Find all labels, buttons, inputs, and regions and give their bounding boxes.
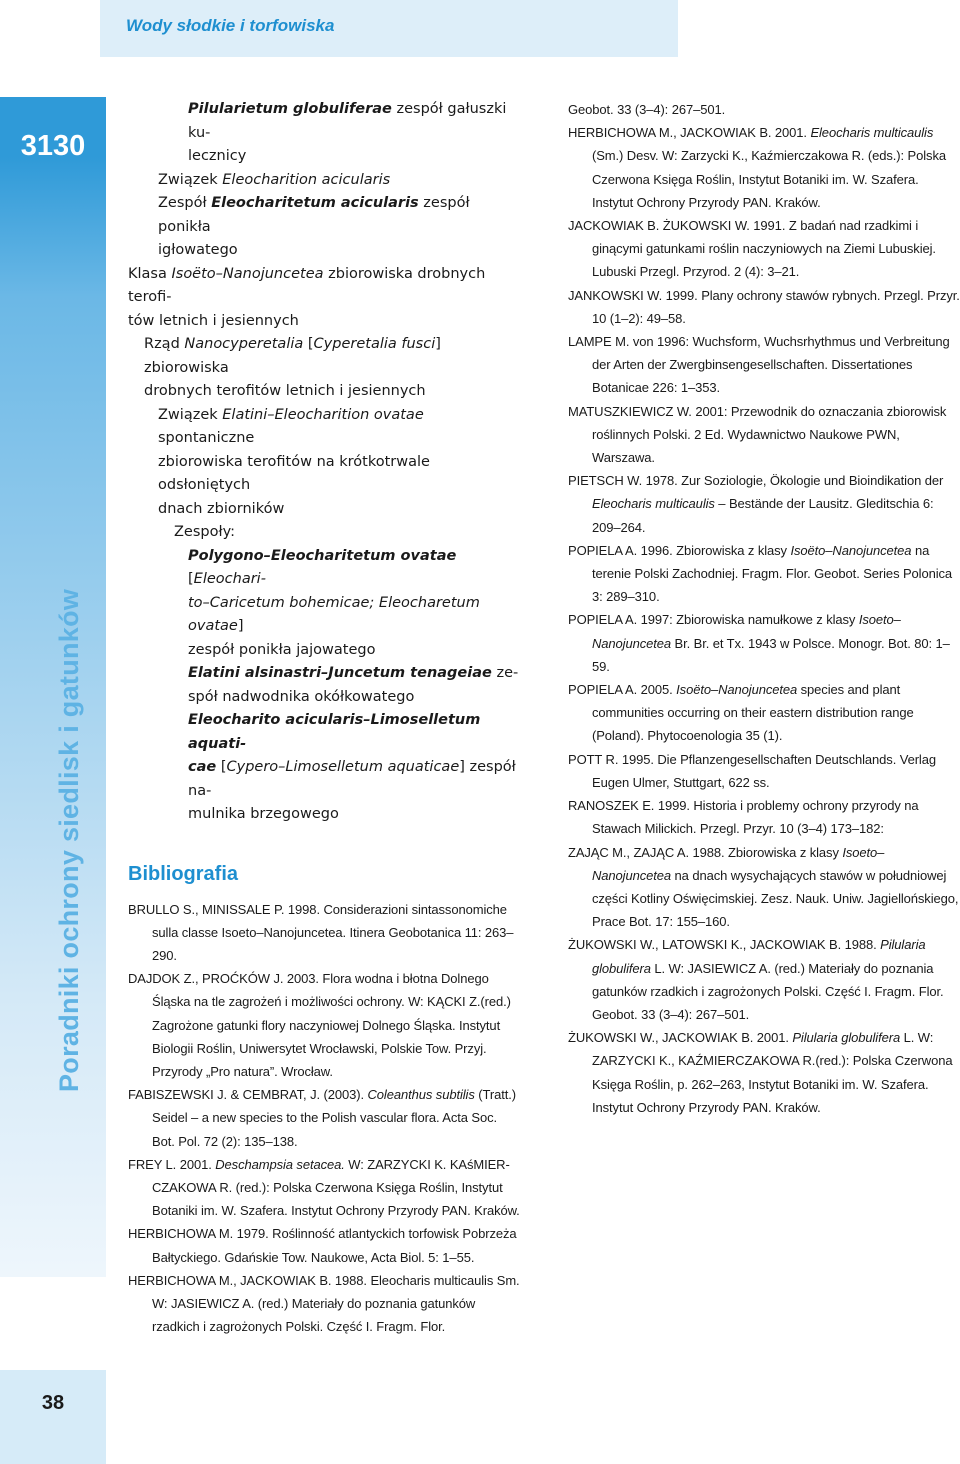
text-segment: Eleochari- <box>193 571 266 587</box>
text-segment: W: ZARZYCKI K. KAśMIER-CZAKOWA R. (red.): Polska Czerwona Księga Roślin, Instytut Botaniki im. W. Szafera. Instytut Ochrony Przyrody PAN. Kraków. <box>152 1156 520 1219</box>
text-segment: ZAJĄC M., ZAJĄC A. 1988. Zbiorowiska z klasy <box>568 844 843 860</box>
reference-entry <box>568 98 960 121</box>
syntaxon-line <box>128 803 520 827</box>
text-segment: POTT R. 1995. Die Pflanzengesellschaften Deutschlands. Verlag Eugen Ulmer, Stuttgart, 622 ss. <box>568 751 936 790</box>
text-segment: Isoëto–Nanojuncetea <box>171 265 324 282</box>
syntaxon-line <box>128 756 520 803</box>
syntaxon-line <box>128 98 520 145</box>
page-number: 38 <box>41 1392 65 1414</box>
text-segment: Deschampsia setacea. <box>215 1156 345 1172</box>
syntaxon-line <box>128 310 520 334</box>
text-segment: zespół gałuszki ku- <box>188 101 507 141</box>
reference-entry <box>568 284 960 330</box>
text-segment: ] zespół na- <box>188 759 516 799</box>
text-segment: Eleocharition acicularis <box>222 171 391 188</box>
text-segment: Coleanthus subtilis <box>367 1087 475 1103</box>
reference-entry <box>568 933 960 1026</box>
text-segment: Zespół <box>158 195 212 211</box>
syntaxon-line <box>128 662 520 686</box>
text-segment: ze- <box>491 665 519 681</box>
reference-entry <box>128 967 520 1083</box>
text-segment: [ <box>216 759 227 775</box>
syntaxon-line <box>128 709 520 756</box>
text-segment: drobnych terofitów letnich i jesiennych <box>144 383 426 399</box>
syntaxon-line <box>128 192 520 239</box>
syntaxon-line <box>128 592 520 639</box>
text-segment: Br. Br. et Tx. 1943 w Polsce. Monogr. Bot. 80: 1–59. <box>592 635 950 674</box>
text-segment: Zespoły: <box>174 524 236 540</box>
reference-entry <box>568 1026 960 1119</box>
text-segment: spół nadwodnika okółkowatego <box>188 688 415 705</box>
reference-entry <box>568 678 960 748</box>
bibliography-heading: Bibliografia <box>128 862 239 885</box>
text-segment: Związek <box>158 171 223 188</box>
text-segment: Eleocharis multicaulis <box>592 496 715 512</box>
syntaxonomy-list <box>128 98 520 827</box>
sidebar-band <box>0 97 106 1277</box>
text-segment: (Tratt.) Seidel – a new species to the Polish vascular flora. Acta Soc. Bot. Pol. 72 (2): 135–138. <box>152 1087 516 1149</box>
reference-entry <box>568 794 960 840</box>
reference-entry <box>568 841 960 934</box>
text-segment: ] <box>237 618 244 634</box>
text-segment: JACKOWIAK B. ŻUKOWSKI W. 1991. Z badań nad rzadkimi i ginącymi gatunkami roślin naczyniowych na Ziemi Lubuskiej. Lubuski Przegl. Przyrod. 2 (4): 3–21. <box>568 218 936 280</box>
text-segment: L. W: ZARZYCKI K., KAŹMIERCZAKOWA R.(red.): Polska Czerwona Księga Roślin, p. 262–263, Instytut Botaniki im. W. Szafera. Instytut Ochrony Przyrody PAN. Kraków. <box>592 1030 953 1115</box>
text-segment: Pilularia globulifera <box>592 937 926 976</box>
section-number: 3130 <box>20 130 86 162</box>
text-segment: Isoëto–Nanojuncetea <box>676 682 798 698</box>
page-number-box <box>0 1370 106 1464</box>
text-segment: JANKOWSKI W. 1999. Plany ochrony stawów rybnych. Przegl. Przyr. 10 (1–2): 49–58. <box>568 287 960 326</box>
text-segment: igłowatego <box>158 242 238 258</box>
text-segment: cae <box>188 759 217 775</box>
reference-entry <box>568 469 960 539</box>
text-segment: Pilularia globulifera <box>792 1030 901 1046</box>
series-title: Poradniki ochrony siedlisk i gatunków <box>54 588 84 1092</box>
text-segment: tów letnich i jesiennych <box>128 312 299 329</box>
text-segment: spontaniczne <box>158 430 255 446</box>
text-segment: Związek <box>158 406 223 423</box>
text-segment: HERBICHOWA M., JACKOWIAK B. 1988. Eleocharis multicaulis Sm. W: JASIEWICZ A. (red.) Materiały do poznania gatunków rzadkich i zagrożonych Polski. Część I. Fragm. Flor. <box>128 1272 520 1335</box>
text-segment: na dnach wysychających stawów w południowej części Kotliny Oświęcimskiej. Zesz. Nauk. Uniw. Jagiellońskiego, Prace Bot. 17: 155–160. <box>592 867 959 930</box>
syntaxon-line <box>128 263 520 310</box>
right-column <box>568 98 960 1119</box>
text-segment: zespół ponikła jajowatego <box>188 641 376 658</box>
text-segment: dnach zbiorników <box>158 500 285 517</box>
text-segment: zespół ponikła <box>158 195 470 235</box>
text-segment: Elatini alsinastri–Juncetum tenageiae <box>188 665 492 681</box>
reference-entry <box>128 1269 520 1339</box>
reference-entry <box>568 608 960 678</box>
text-segment: Polygono–Eleocharitetum ovatae <box>188 547 457 564</box>
reference-entry <box>568 748 960 794</box>
text-segment: ŻUKOWSKI W., LATOWSKI K., JACKOWIAK B. 1988. <box>568 937 881 953</box>
syntaxon-line <box>128 451 520 498</box>
text-segment: BRULLO S., MINISSALE P. 1998. Considerazioni sintassonomiche sulla classe Isoeto–Nanojuncetea. Itinera Geobotanica 11: 263–290. <box>128 901 514 963</box>
reference-entry <box>568 214 960 284</box>
reference-entry <box>128 1222 520 1268</box>
text-segment: Pilularietum globuliferae <box>188 101 392 117</box>
text-segment: [ <box>188 571 194 587</box>
text-segment: ŻUKOWSKI W., JACKOWIAK B. 2001. <box>568 1030 793 1046</box>
text-segment: Rząd <box>144 336 185 352</box>
text-segment: FABISZEWSKI J. & CEMBRAT, J. (2003). <box>128 1087 368 1103</box>
syntaxon-line <box>128 686 520 710</box>
header-title: Wody słodkie i torfowiska <box>126 16 335 35</box>
text-segment: Klasa <box>128 265 172 282</box>
text-segment: HERBICHOWA M., JACKOWIAK B. 2001. <box>568 125 811 141</box>
text-segment: POPIELA A. 1996. Zbiorowiska z klasy <box>568 542 791 558</box>
syntaxon-line <box>128 380 520 404</box>
bibliography-right <box>568 98 960 1119</box>
syntaxon-line <box>128 239 520 263</box>
text-segment: PIETSCH W. 1978. Zur Soziologie, Ökologie und Bioindikation der <box>568 473 944 489</box>
text-segment: LAMPE M. von 1996: Wuchsform, Wuchsrhythmus und Verbreitung der Arten der Zwergbinsengesellschaften. Dissertationes Botanicae 226: 1–353. <box>568 334 950 396</box>
text-segment: Eleocharis multicaulis <box>810 125 934 141</box>
text-segment: lecznicy <box>188 148 247 164</box>
syntaxon-line <box>128 145 520 169</box>
text-segment: Geobot. 33 (3–4): 267–501. <box>568 102 726 117</box>
bibliography-left <box>128 898 520 1339</box>
text-segment: na terenie Polski Zachodniej. Fragm. Flor. Geobot. Series Polonica 3: 289–310. <box>592 542 953 605</box>
text-segment: Isoeto–Nanojuncetea <box>592 612 901 651</box>
text-segment: MATUSZKIEWICZ W. 2001: Przewodnik do oznaczania zbiorowisk roślinnych Polski. 2 Ed. Wydawnictwo Naukowe PWN, Warszawa. <box>568 403 947 466</box>
text-segment: zbiorowiska terofitów na krótkotrwale odsłoniętych <box>158 453 430 493</box>
text-segment: Cyperetalia fusci <box>313 336 436 352</box>
syntaxon-line <box>128 333 520 380</box>
text-segment: DAJDOK Z., PROĆKÓW J. 2003. Flora wodna i błotna Dolnego Śląska na tle zagrożeń i możliwości ochrony. W: KĄCKI Z.(red.) Zagrożone gatunki flory naczyniowej Dolnego Śląska. Instytut Biologii Roślin, Uniwersytet Wrocławski, Polskie Tow. Przyj. Przyrody „Pro natura”. Wrocław. <box>128 971 511 1079</box>
text-segment: to–Caricetum bohemicae; Eleocharetum ovatae <box>188 594 480 634</box>
syntaxon-line <box>128 498 520 522</box>
text-segment: Cypero–Limoselletum aquaticae <box>226 759 460 775</box>
text-segment: Eleocharito acicularis–Limoselletum aquati- <box>188 712 481 752</box>
reference-entry <box>568 330 960 400</box>
text-segment: [ <box>303 336 314 352</box>
text-segment: Isoëto–Nanojuncetea <box>790 542 912 558</box>
text-segment: zbiorowiska drobnych terofi- <box>128 265 486 305</box>
text-segment: POPIELA A. 1997: Zbiorowiska namułkowe z klasy <box>568 612 859 628</box>
reference-entry <box>128 1153 520 1223</box>
text-segment: POPIELA A. 2005. <box>568 682 677 698</box>
text-segment: HERBICHOWA M. 1979. Roślinność atlantyckich torfowisk Pobrzeża Bałtyckiego. Gdańskie Tow. Naukowe, Acta Biol. 5: 1–55. <box>128 1226 517 1265</box>
reference-entry <box>568 400 960 470</box>
text-segment: FREY L. 2001. <box>128 1156 216 1172</box>
syntaxon-line <box>128 545 520 592</box>
text-segment: – Bestände der Lausitz. Gleditschia 6: 209–264. <box>592 496 934 535</box>
running-header <box>100 0 678 57</box>
text-segment: ] zbiorowiska <box>144 336 441 376</box>
reference-entry <box>568 121 960 214</box>
text-segment: Nanocyperetalia <box>184 336 304 352</box>
text-segment: mulnika brzegowego <box>188 806 339 822</box>
text-segment: Isoeto–Nanojuncetea <box>592 844 885 883</box>
syntaxon-line <box>128 639 520 663</box>
text-segment: Elatini–Eleocharition ovatae <box>222 406 424 423</box>
text-segment: (Sm.) Desv. W: Zarzycki K., Kaźmierczakowa R. (eds.): Polska Czerwona Księga Roślin, Instytut Botaniki im. W. Szafera. Instytut Ochrony Przyrody PAN. Kraków. <box>592 148 946 210</box>
syntaxon-line <box>128 404 520 451</box>
text-segment: Eleocharitetum acicularis <box>211 195 419 211</box>
text-segment: RANOSZEK E. 1999. Historia i problemy ochrony przyrody na Stawach Milickich. Przegl. Przyr. 10 (3–4) 173–182: <box>568 798 919 837</box>
text-segment: L. W: JASIEWICZ A. (red.) Materiały do poznania gatunków rzadkich i zagrożonych Polski. Część I. Fragm. Flor. Geobot. 33 (3–4): 267–501. <box>592 960 944 1022</box>
syntaxon-line <box>128 521 520 545</box>
syntaxon-line <box>128 169 520 193</box>
reference-entry <box>128 1083 520 1153</box>
left-column <box>128 98 520 1338</box>
text-segment: species and plant communities occurring on their eastern distribution range (Poland). Phytocoenologia 35 (1). <box>592 682 914 744</box>
reference-entry <box>128 898 520 968</box>
reference-entry <box>568 539 960 609</box>
